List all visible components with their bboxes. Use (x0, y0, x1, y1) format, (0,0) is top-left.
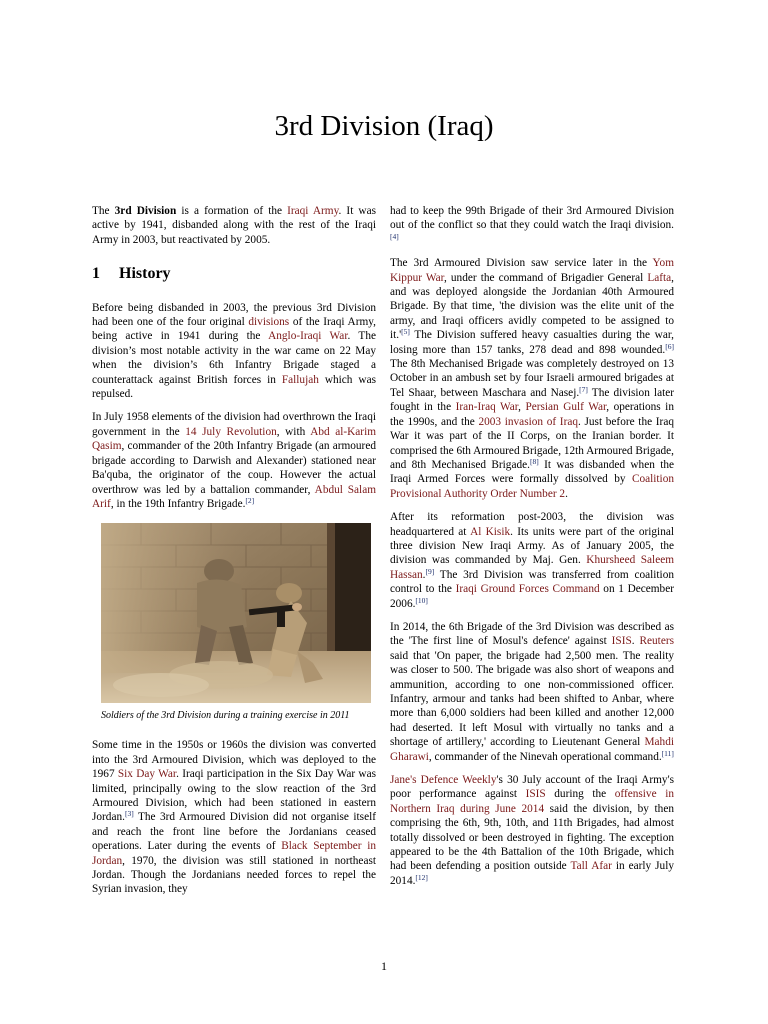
intro-paragraph (92, 204, 376, 247)
article-link[interactable]: Iraqi Ground Forces Command (455, 583, 600, 596)
text-run: The division later fought in the (390, 386, 674, 414)
text-run: The 3rd Division was transferred from coalition control to the (390, 568, 674, 596)
citation-link[interactable]: [11] (661, 748, 674, 758)
text-run: said that 'On paper, the brigade had 2,500 men. The reality was closer to 500. The brigade was also short of weapons and ammunition, according to one non-commissioned officer. Infantry, armour and tanks had been shifted to Anbar, where more than 6,000 soldiers had been killed and another 12,000 had deserted. It left Mosul with virtually no tanks and a shortage of artillery,' according to Lieutenant General (390, 649, 674, 749)
article-link[interactable]: Al Kisik (470, 525, 511, 538)
article-link[interactable]: Khursheed Saleem Hassan (390, 554, 675, 581)
text-run: , (518, 401, 526, 414)
article-link[interactable]: 2003 invasion of Iraq (478, 415, 578, 428)
text-run: In July 1958 elements of the division had overthrown the Iraqi government in the (92, 411, 376, 438)
text-run: In 2014, the 6th Brigade of the 3rd Division was described as the 'The first line of Mosul's defence' against (390, 620, 674, 648)
text-run: said the division, by then comprising the 6th, 9th, 10th, and 11th Brigades, had almost totally dissolved or been destroyed in fighting. The exception appeared to be the 4th Battalion of the 10th Brigade, which had been defending a position outside (390, 802, 674, 873)
text-run: . Iraqi participation in the Six Day War was limited, principally owing to the slow reaction of the 3rd Armoured Division, which had been stationed in eastern Jordan. (92, 768, 377, 824)
text-run: had to keep the 99th Brigade of their 3rd Armoured Division out of the conflict so that they could watch the Iraqi division. (390, 205, 674, 232)
article-link[interactable]: Yom Kippur War (390, 257, 674, 284)
history-paragraph-1 (92, 301, 376, 402)
article-link[interactable]: Tall Afar (570, 860, 612, 873)
article-link[interactable]: Reuters (639, 635, 674, 648)
citation-link[interactable]: [3] (124, 809, 134, 819)
history-paragraph-2 (92, 410, 376, 511)
text-run: , 1970, the division was still stationed in northeast Jordan. Though the Jordanians needed forces to repel the Syrian invasion, they (92, 854, 376, 896)
text-run: It was disbanded when the Iraqi Armed Forces were formally dissolved by (390, 458, 675, 486)
text-run: The 3rd Armoured Division saw service later in the (390, 257, 653, 270)
text-run: . It was active by 1941, disbanded along with the rest of the Iraqi Army in 2003, but reactivated by 2005. (92, 205, 376, 246)
article-link[interactable]: ISIS (525, 788, 546, 801)
text-run: , and was deployed alongside the Jordanian 40th Armoured Brigade. By that time, 'the division was the elite unit of the army, and Iraqi officers avidly competed to be assigned to it.' (390, 271, 674, 342)
bold-term: 3rd Division (114, 205, 177, 217)
article-link[interactable]: 14 July Revolution (185, 425, 277, 438)
article-link[interactable]: Iraqi Army (287, 205, 339, 217)
text-run: , commander of the Ninevah operational command. (428, 750, 662, 763)
article-link[interactable]: Anglo-Iraqi War (268, 330, 348, 343)
article-link[interactable]: Jane's Defence Weekly (390, 774, 497, 787)
text-run: of the Iraqi Army, being active in 1941 during the (92, 316, 377, 343)
text-run: After its reformation post-2003, the division was headquartered at (390, 511, 674, 538)
section-heading-history (92, 267, 376, 281)
citation-link[interactable]: [10] (415, 595, 428, 605)
citation-link[interactable]: [7] (579, 384, 588, 394)
text-run: , in the 19th Infantry Brigade. (110, 497, 246, 510)
text-run: on 1 December 2006. (390, 583, 674, 610)
text-run: , commander of the 20th Infantry Brigade (an armoured brigade according to Darwish and Alexander) stationed near Ba'quba, the originator of the coup. However the actual overthrow was led by a battalion commander, (92, 440, 376, 496)
citation-link[interactable]: [8] (529, 456, 539, 466)
text-run: , under the command of Brigadier General (443, 271, 648, 284)
section-number: 1 (92, 265, 100, 283)
article-link[interactable]: divisions (248, 316, 290, 329)
history-paragraph-4 (390, 256, 674, 501)
figure-caption: Soldiers of the 3rd Division during a training exercise in 2011 (101, 710, 350, 722)
right-column (390, 204, 674, 897)
article-link[interactable]: Iran-Iraq War (455, 401, 519, 414)
text-run: . Its units were part of the original three division New Iraqi Army. As of January 2005, the division was commanded by Maj. Gen. (390, 525, 674, 567)
history-paragraph-6 (390, 620, 674, 764)
text-run: , operations in the 1990s, and the (390, 401, 674, 428)
figure (101, 523, 371, 722)
article-link[interactable]: ISIS (611, 635, 632, 648)
history-paragraph-5 (390, 510, 674, 611)
article-link[interactable]: Coalition Provisional Authority Order Number 2 (390, 473, 674, 500)
text-run: , with (276, 425, 311, 438)
history-paragraph-3-continued (390, 204, 674, 247)
text-run: The 3rd Armoured Division did not organise itself and reach the front line before the Jordanians ceased operations. Later during the events of (92, 811, 376, 853)
citation-link[interactable]: [5] (401, 327, 410, 337)
citation-link[interactable]: [9] (425, 566, 435, 576)
text-run: . (565, 487, 568, 500)
page-title: 3rd Division (Iraq) (274, 110, 494, 142)
text-run: The 8th Mechanised Brigade was completely destroyed on 13 October in an ambush set by four Israeli armoured brigades at Tel Shaar, between Maschara and Nasej. (390, 358, 674, 399)
article-link[interactable]: Abd al-Karim Qasim (92, 425, 376, 453)
citation-link[interactable]: [2] (245, 495, 255, 505)
text-run: which was repulsed. (92, 373, 376, 401)
history-paragraph-7 (390, 773, 674, 888)
text-run: Before being disbanded in 2003, the previous 3rd Division had been one of the four original (92, 301, 376, 329)
article-link[interactable]: Persian Gulf War (525, 401, 607, 414)
text-run: is a formation of the (176, 205, 288, 217)
citation-link[interactable]: [12] (415, 872, 428, 882)
text-run: . The division’s most notable activity in the war came on 22 May when the division’s 6th Infantry Brigade staged a counterattack against British forces in (92, 330, 376, 386)
training-exercise-photo[interactable] (101, 523, 371, 703)
text-run: during the (545, 788, 615, 801)
article-link[interactable]: offensive in Northern Iraq during June 2014 (390, 788, 674, 815)
citation-link[interactable]: [6] (665, 341, 674, 351)
text-run: . Just before the Iraq War it was part of the II Corps, on the Iranian border. It comprised the 6th Armoured Brigade, 12th Armoured Brigade, and 8th Mechanised Brigade. (390, 415, 674, 471)
article-link[interactable]: Black September in Jordan (92, 840, 376, 867)
text-run: . (631, 635, 640, 648)
text-run: The (92, 205, 115, 217)
article-link[interactable]: Abdul Salam Arif (92, 483, 377, 510)
left-column (92, 204, 376, 906)
section-title: History (119, 265, 171, 283)
text-run: Some time in the 1950s or 1960s the division was converted into the 3rd Armoured Division, which was deployed to the 1967 (92, 739, 376, 781)
article-link[interactable]: Lafta (647, 271, 672, 284)
history-paragraph-3 (92, 738, 376, 896)
citation-link[interactable]: [4] (390, 231, 399, 241)
article-link[interactable]: Six Day War (117, 768, 177, 781)
article-link[interactable]: Fallujah (281, 373, 319, 386)
text-run: The Division suffered heavy casualties during the war, losing more than 157 tanks, 278 dead and 898 wounded. (390, 329, 674, 356)
text-run: . (422, 568, 426, 581)
article-link[interactable]: Mahdi Gharawi (390, 736, 674, 763)
page-number: 1 (381, 959, 387, 973)
text-run: in early July 2014. (390, 860, 674, 887)
text-run: 's 30 July account of the Iraqi Army's poor performance against (390, 774, 674, 801)
